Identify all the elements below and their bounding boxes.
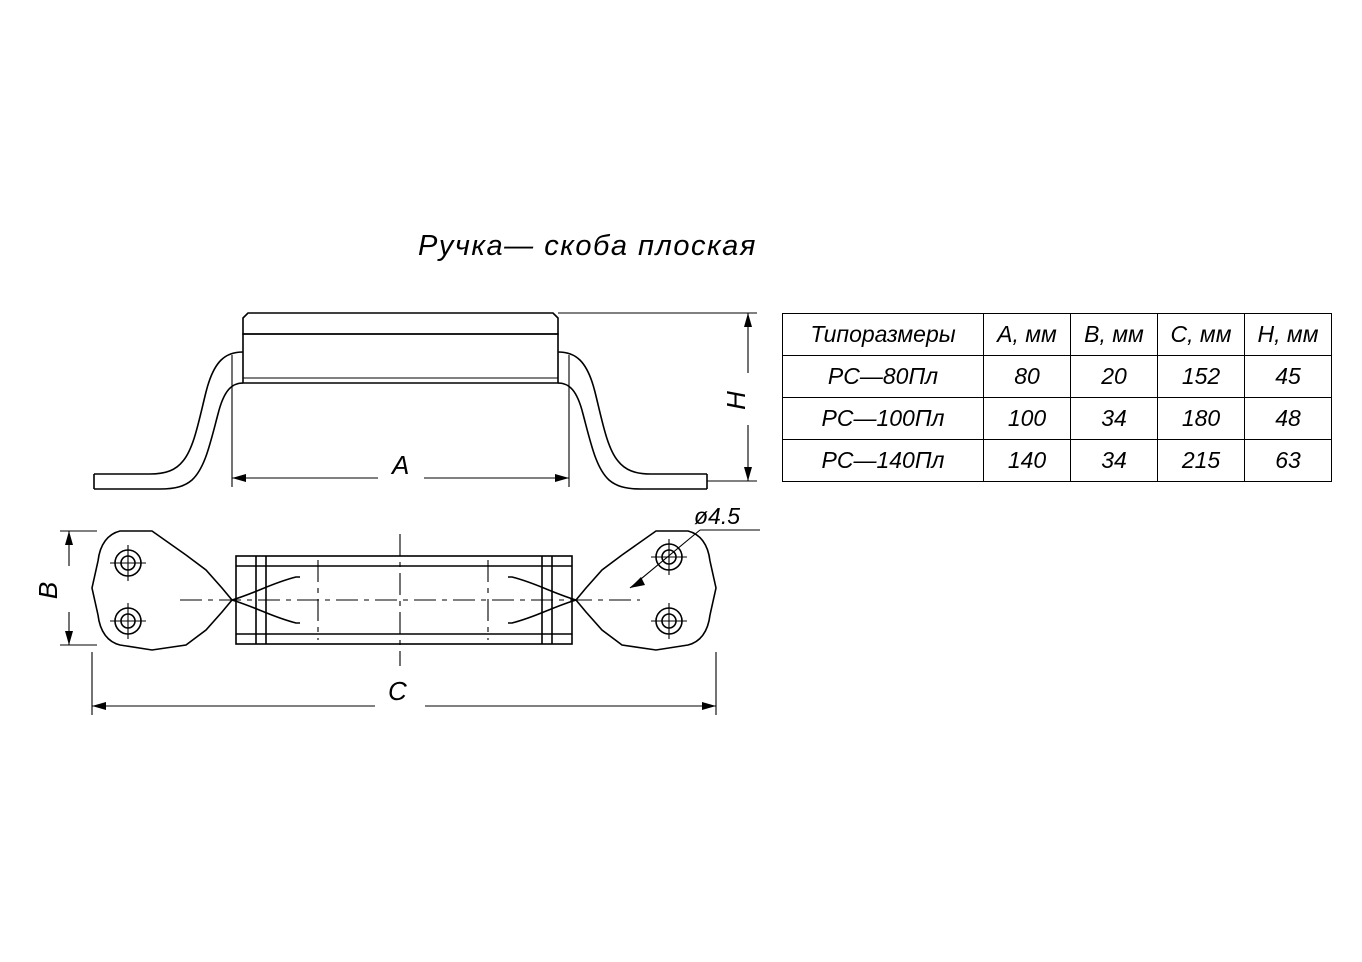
table-row xyxy=(783,356,1332,398)
dimension-label-c: С xyxy=(388,676,407,706)
table-header-row xyxy=(783,314,1332,356)
side-view xyxy=(94,313,757,489)
table-cell-b: 34 xyxy=(1071,398,1158,440)
table-cell-c: 215 xyxy=(1158,440,1245,482)
table-cell-a: 100 xyxy=(984,398,1071,440)
dimension-label-hole-diameter: ø4.5 xyxy=(694,503,741,529)
table-cell-a: 80 xyxy=(984,356,1071,398)
table-cell-c: 180 xyxy=(1158,398,1245,440)
table-cell-h: 48 xyxy=(1245,398,1332,440)
dimension-label-b: В xyxy=(33,581,64,600)
table-cell-model: РС—100Пл xyxy=(783,398,984,440)
specification-table xyxy=(782,313,1332,482)
table-header-cell: В, мм xyxy=(1071,314,1158,356)
dimension-label-a: А xyxy=(392,450,410,480)
table-cell-model: РС—80Пл xyxy=(783,356,984,398)
table-header-cell: А, мм xyxy=(984,314,1071,356)
table-cell-b: 34 xyxy=(1071,440,1158,482)
drawing-title: Ручка— скоба плоская xyxy=(418,230,757,262)
table-cell-model: РС—140Пл xyxy=(783,440,984,482)
table-cell-c: 152 xyxy=(1158,356,1245,398)
plan-view xyxy=(60,530,760,715)
table-header-cell: Н, мм xyxy=(1245,314,1332,356)
table-cell-h: 45 xyxy=(1245,356,1332,398)
table-cell-a: 140 xyxy=(984,440,1071,482)
table-header-cell: Типоразмеры xyxy=(783,314,984,356)
table-cell-h: 63 xyxy=(1245,440,1332,482)
table-cell-b: 20 xyxy=(1071,356,1158,398)
table-row xyxy=(783,440,1332,482)
table-header-cell: С, мм xyxy=(1158,314,1245,356)
table-row xyxy=(783,398,1332,440)
dimension-label-h: Н xyxy=(720,391,751,410)
